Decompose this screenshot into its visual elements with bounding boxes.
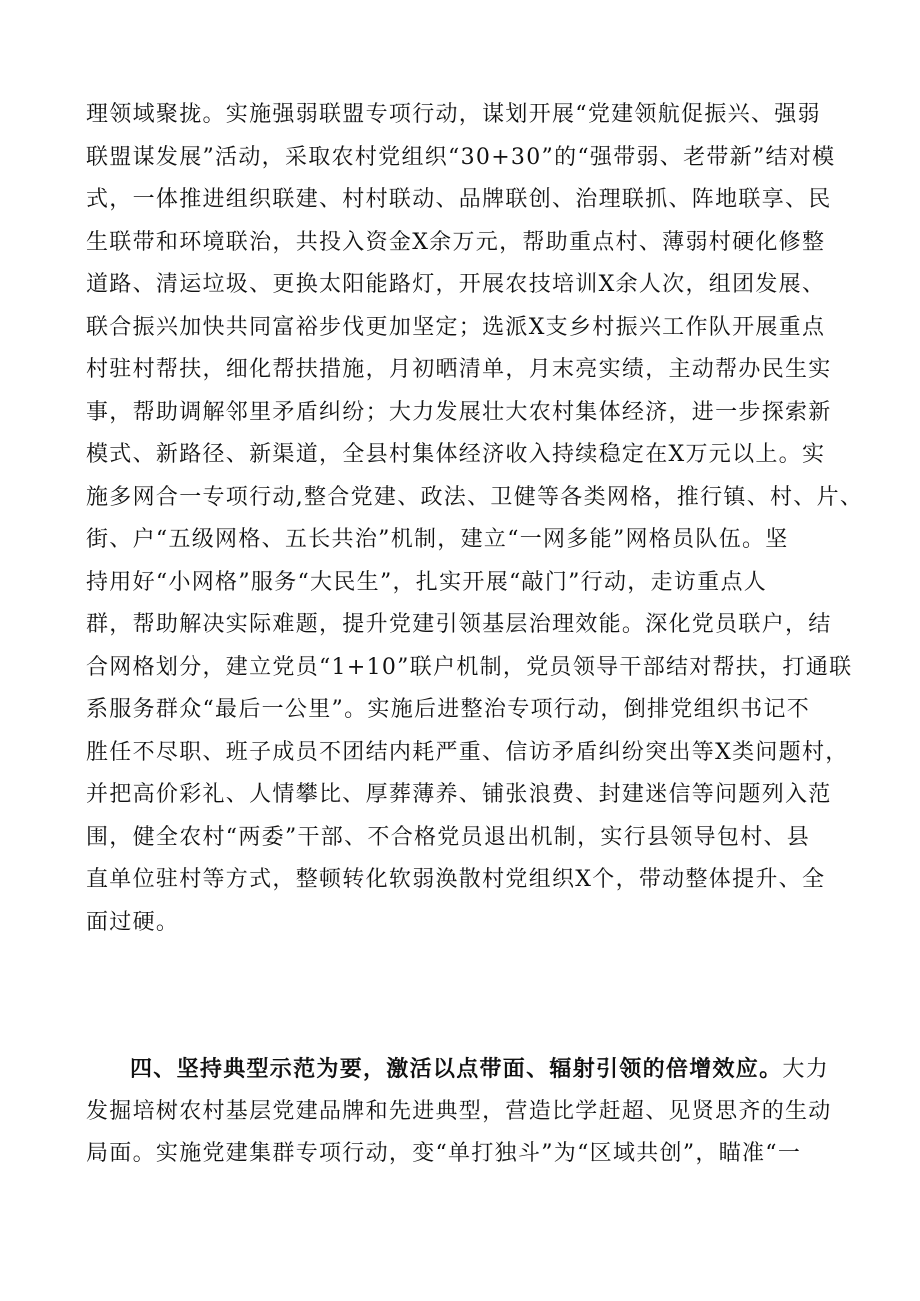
text-line: 事，帮助调解邻里矛盾纠纷；大力发展壮大农村集体经济，进一步探索新 [86,399,832,425]
text-line: 并把高价彩礼、人情攀比、厚葬薄养、铺张浪费、封建迷信等问题列入范 [86,782,832,807]
text-line: 局面。实施党建集群专项行动，变“单打独斗”为“区域共创”，瞄准“一 [86,1141,802,1166]
text-line: 合网格划分，建立党员“1+10”联户机制，党员领导干部结对帮扶，打通联 [86,654,853,680]
text-line: 理领域聚拢。实施强弱联盟专项行动，谋划开展“党建领航促振兴、强弱 [86,102,821,127]
text-line: 群，帮助解决实际难题，提升党建引领基层治理效能。深化党员联户，结 [86,612,832,637]
text-line: 联盟谋发展”活动，采取农村党组织“30+30”的“强带弱、老带新”结对模 [86,144,836,170]
text-line: 联合振兴加快共同富裕步伐更加坚定；选派X支乡村振兴工作队开展重点 [86,314,826,340]
text-line: 直单位驻村等方式，整顿转化软弱涣散村党组织X个，带动整体提升、全 [86,867,826,892]
text-line: 围，健全农村“两委”干部、不合格党员退出机制，实行县领导包村、县 [86,824,811,850]
text-line: 街、户“五级网格、五长共治”机制，建立“一网多能”网格员队伍。坚 [86,527,789,552]
text-line: 面过硬。 [86,909,180,935]
text-line: 生联带和环境联治，共投入资金X余万元，帮助重点村、薄弱村硬化修整 [86,229,826,255]
section-heading-line [86,1048,846,1091]
text-line: 施多网合一专项行动,整合党建、政法、卫健等各类网格，推行镇、村、片、 [86,484,864,510]
text-line: 发掘培树农村基层党建品牌和先进典型，营造比学赶超、见贤思齐的生动 [86,1098,832,1124]
text-line: 村驻村帮扶，细化帮扶措施，月初晒清单，月末亮实绩，主动帮办民生实 [86,357,832,382]
text-line: 道路、清运垃圾、更换太阳能路灯，开展农技培训X余人次，组团发展、 [86,272,826,297]
section-heading: 四、坚持典型示范为要，激活以点带面、辐射引领的倍增效应。 [130,1056,783,1082]
text-line: 式，一体推进组织联建、村村联动、品牌联创、治理联抓、阵地联享、民 [86,187,832,212]
text-line: 持用好“小网格”服务“大民生”，扎实开展“敲门”行动，走访重点人 [86,569,768,595]
paragraph-section-3-continued [86,94,864,944]
text-fragment: 大力 [782,1057,830,1082]
paragraph-section-4 [86,1048,846,1176]
text-line: 胜任不尽职、班子成员不团结内耗严重、信访矛盾纠纷突出等X类问题村， [86,739,849,765]
text-line: 模式、新路径、新渠道，全县村集体经济收入持续稳定在X万元以上。实 [86,442,826,467]
text-line: 系服务群众“最后一公里”。实施后进整治专项行动，倒排党组织书记不 [86,697,811,722]
